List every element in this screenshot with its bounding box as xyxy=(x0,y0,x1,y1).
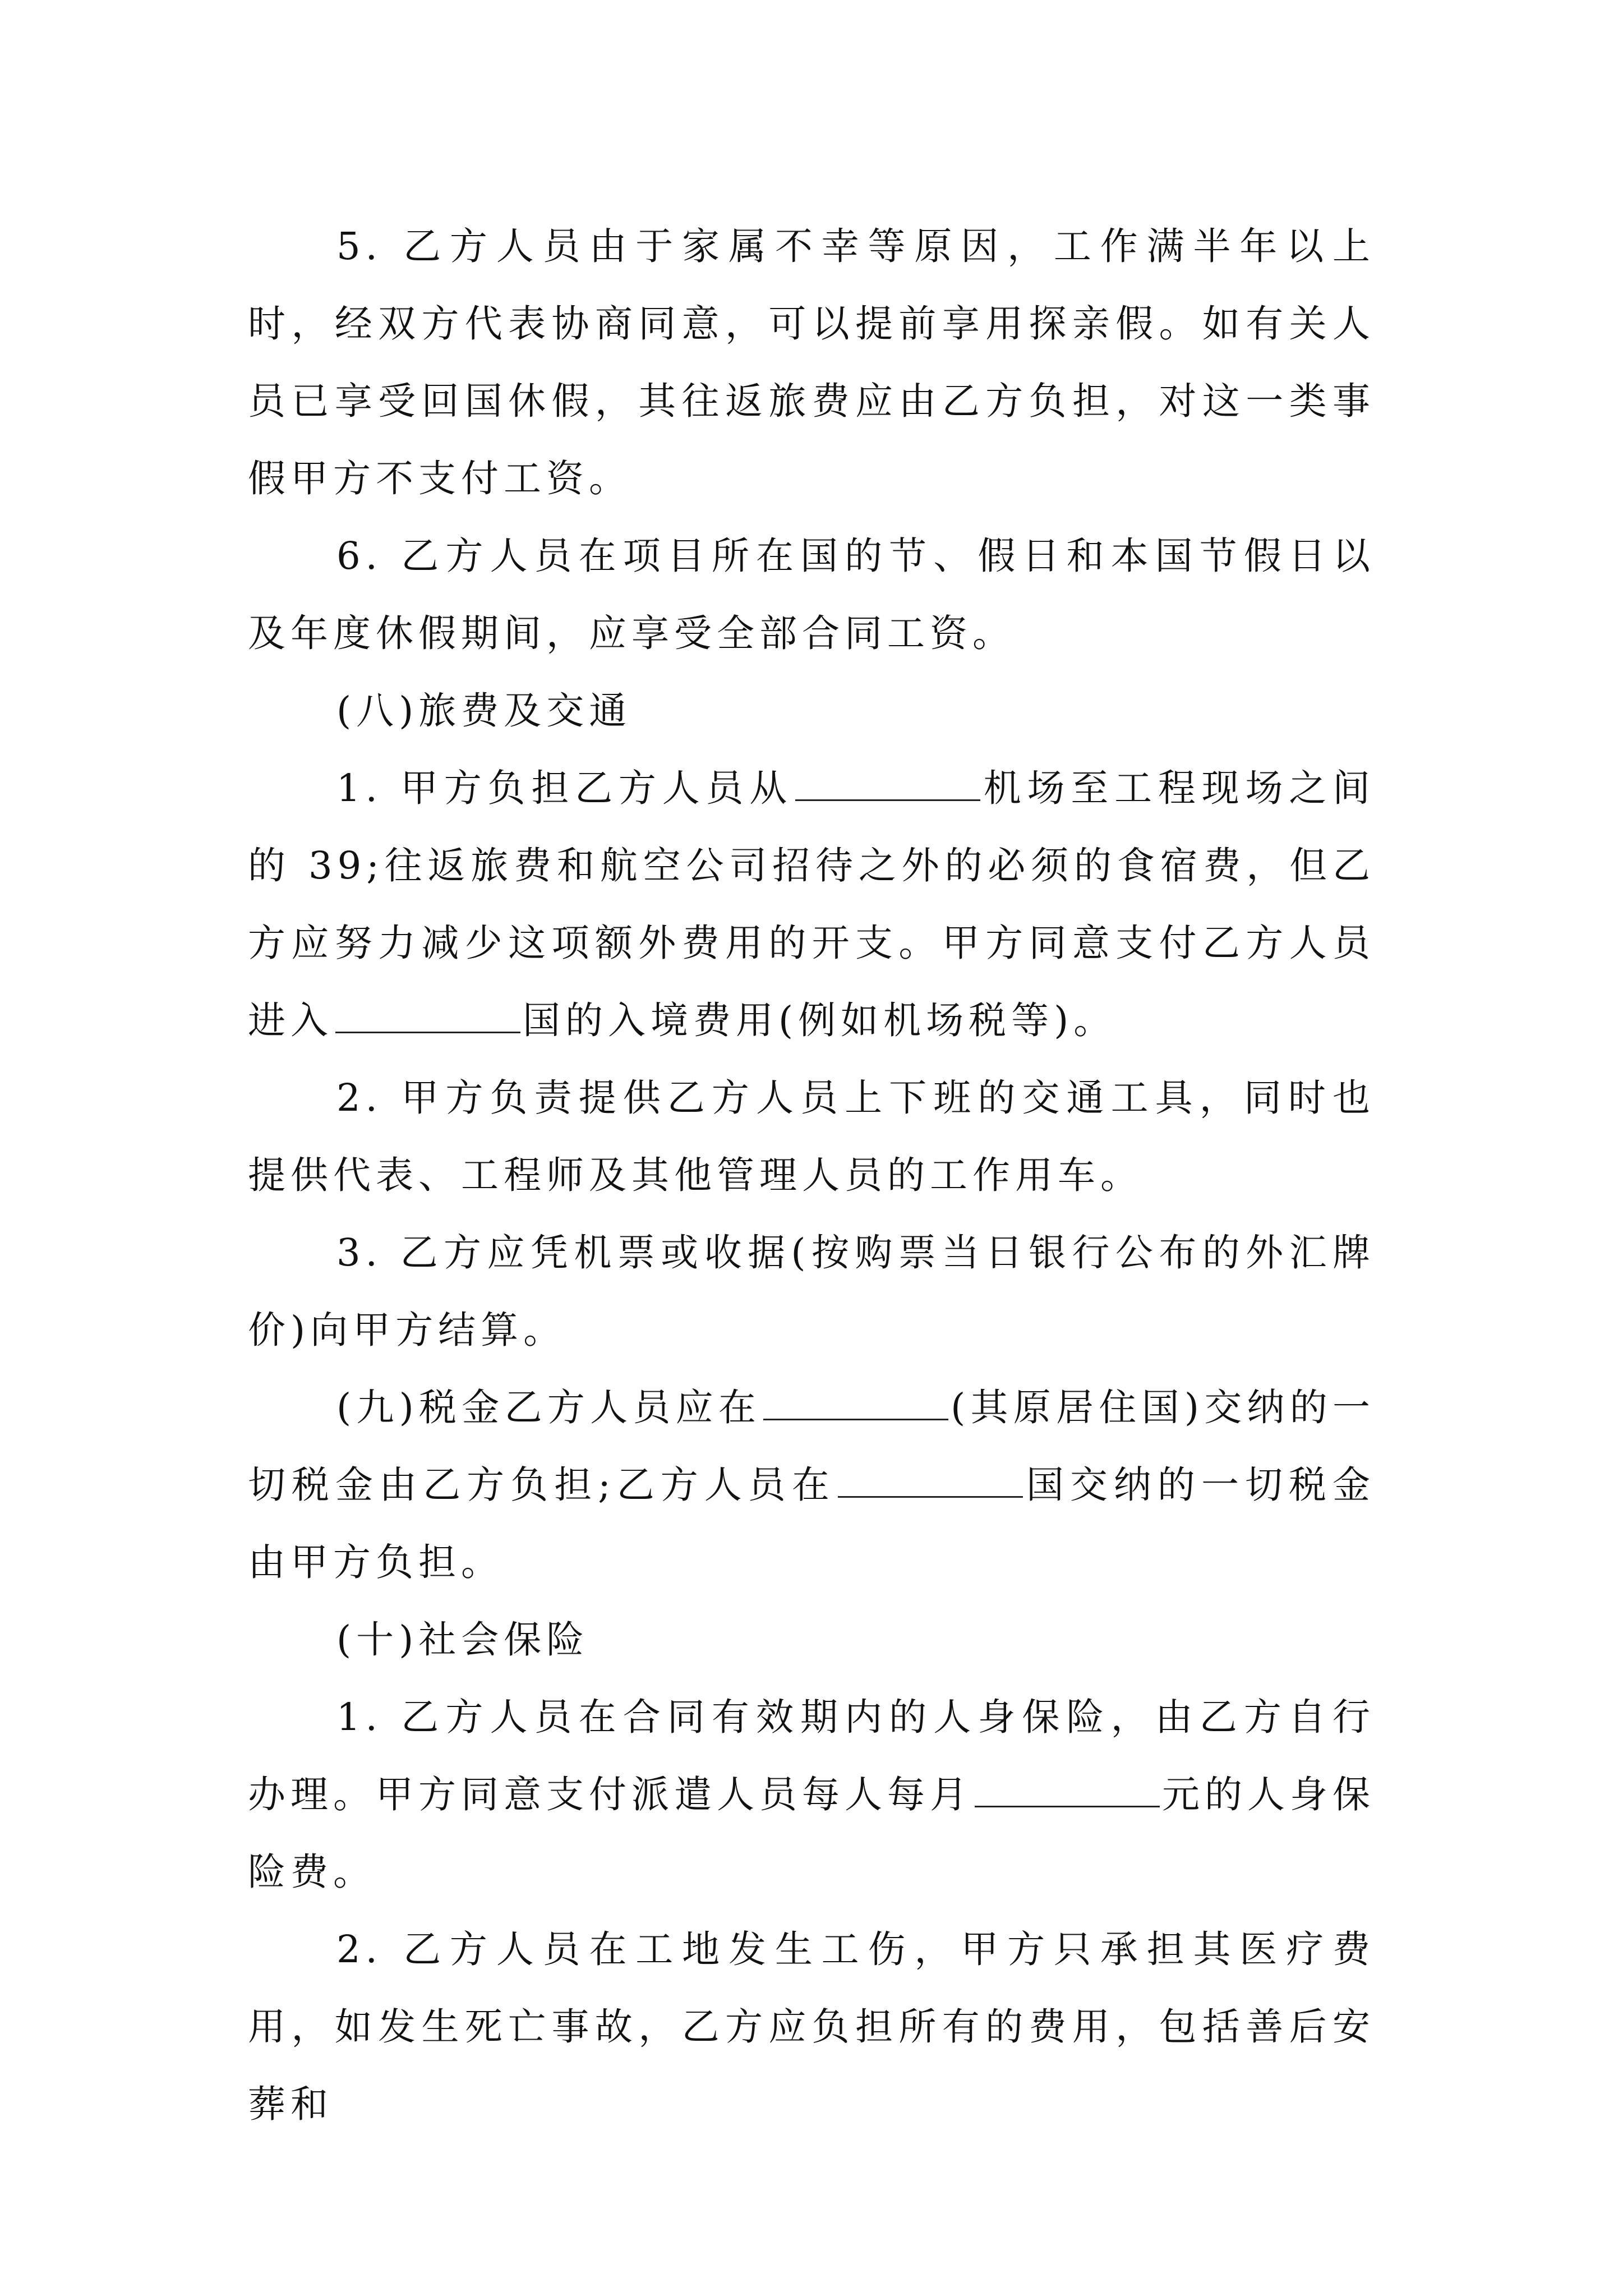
paragraph-text: 元的人身保险费。 xyxy=(248,1773,1375,1894)
paragraph-text: 2. 甲方负责提供乙方人员上下班的交通工具，同时也提供代表、工程师及其他管理人员的工作用车。 xyxy=(248,1076,1375,1197)
paragraph-text: 1. 乙方人员在合同有效期内的人身保险，由乙方自行办理。甲方同意支付派遣人员每人每月 xyxy=(248,1695,1375,1816)
paragraph-text: (九)税金乙方人员应在 xyxy=(336,1386,762,1429)
paragraph-text: 2. 乙方人员在工地发生工伤，甲方只承担其医疗费用，如发生死亡事故，乙方应负担所有的费用，包括善后安葬和 xyxy=(248,1927,1375,2126)
fill-in-blank xyxy=(335,1031,520,1033)
paragraph-text: 6. 乙方人员在项目所在国的节、假日和本国节假日以及年度休假期间，应享受全部合同工资。 xyxy=(248,534,1375,655)
paragraph-text: 1. 甲方负担乙方人员从 xyxy=(336,766,793,810)
heading-text: (十)社会保险 xyxy=(336,1618,589,1662)
paragraph-text: 国的入境费用(例如机场税等)。 xyxy=(523,999,1117,1042)
paragraph-text: 机场至工程现场之间的 39;往返旅费和航空公司招待之外的必须的食宿费，但乙方应努力减少这项额外费用的开支。甲方同意支付乙方人员进入 xyxy=(248,766,1375,1042)
fill-in-blank xyxy=(838,1496,1023,1498)
paragraph-travel-2 xyxy=(248,1059,1375,1214)
paragraph-text: (其原居住国)交纳的一切税金由乙方负担;乙方人员在 xyxy=(248,1386,1376,1507)
heading-text: (八)旅费及交通 xyxy=(336,689,632,733)
paragraph-6 xyxy=(248,517,1375,672)
paragraph-travel-3 xyxy=(248,1214,1375,1369)
paragraph-text: 国交纳的一切税金由甲方负担。 xyxy=(248,1463,1375,1584)
paragraph-insurance-1 xyxy=(248,1678,1375,1911)
fill-in-blank xyxy=(763,1418,948,1420)
paragraph-text: 5. 乙方人员由于家属不幸等原因，工作满半年以上时，经双方代表协商同意，可以提前享用探亲假。如有关人员已享受回国休假，其往返旅费应由乙方负担，对这一类事假甲方不支付工资。 xyxy=(248,224,1375,500)
paragraph-insurance-2 xyxy=(248,1911,1375,2143)
paragraph-5 xyxy=(248,208,1375,517)
section-heading-travel xyxy=(248,672,1375,749)
section-heading-insurance xyxy=(248,1601,1375,1678)
paragraph-tax xyxy=(248,1369,1375,1601)
paragraph-text: 3. 乙方应凭机票或收据(按购票当日银行公布的外汇牌价)向甲方结算。 xyxy=(248,1231,1375,1352)
document-body xyxy=(248,208,1375,2143)
fill-in-blank xyxy=(975,1805,1160,1807)
paragraph-travel-1 xyxy=(248,749,1375,1059)
fill-in-blank xyxy=(795,799,980,801)
